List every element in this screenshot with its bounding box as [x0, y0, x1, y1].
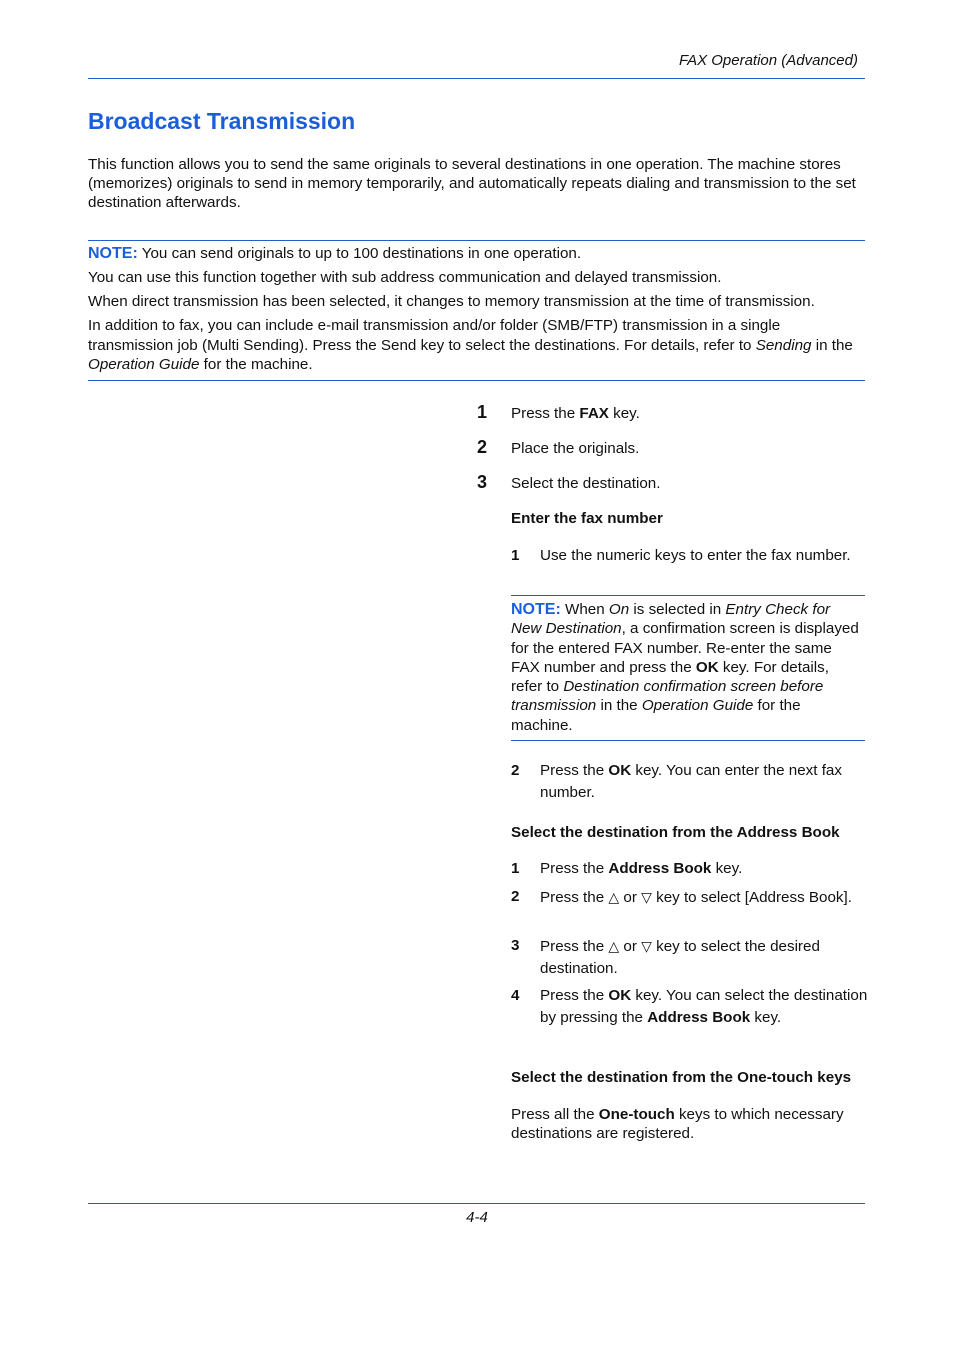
one-touch-paragraph: Press all the One-touch keys to which necessary destinations are registered. — [511, 1106, 844, 1142]
one-touch-heading: Select the destination from the One-touch keys — [511, 1069, 852, 1086]
fax-number-item-1: 1 Use the numeric keys to enter the fax number. — [511, 547, 851, 564]
note-text: You can send originals to up to 100 destinations in one operation. — [141, 245, 582, 262]
up-triangle-icon: △ — [608, 889, 620, 905]
operation-guide-ref: Operation Guide — [88, 356, 200, 373]
address-book-item-1: 1 Press the Address Book key. — [511, 860, 743, 877]
step-text: Place the originals. — [511, 440, 640, 457]
down-triangle-icon: ▽ — [641, 889, 652, 905]
note-top-rule — [88, 240, 865, 241]
page-number: 4-4 — [466, 1209, 488, 1226]
step-number: 1 — [477, 402, 488, 422]
up-triangle-icon: △ — [608, 938, 620, 954]
note-line-4: In addition to fax, you can include e-mail transmission and/or folder (SMB/FTP) transmission in a single transmission job (Multi Sending). Press the Send key to select the destinations. For details, refer to Sending in the Operation Guide for the machine. — [88, 317, 853, 373]
note-line-2: You can use this function together with sub address communication and delayed transmission. — [88, 269, 722, 286]
fax-number-heading: Enter the fax number — [511, 510, 663, 527]
address-book-item-2: 2 Press the △ or ▽ key to select [Address Book]. — [511, 888, 852, 906]
inner-note-top-rule — [511, 595, 865, 596]
fax-number-item-2: 2 Press the OK key. You can enter the next fax number. — [511, 762, 842, 801]
page-title: Broadcast Transmission — [88, 108, 356, 134]
step-text: Select the destination. — [511, 475, 661, 492]
step-text: Press the FAX key. — [511, 405, 640, 422]
step-number: 3 — [477, 472, 488, 492]
inner-note-bottom-rule — [511, 740, 865, 741]
running-header: FAX Operation (Advanced) — [679, 52, 858, 69]
intro-paragraph: This function allows you to send the same originals to several destinations in one operation. The machine stores (memorizes) originals to send in memory temporarily, and automatically repeats dialing and transmission to the set destination afterwards. — [88, 156, 856, 211]
fax-key-label: FAX — [579, 405, 609, 422]
note-label: NOTE: — [88, 245, 138, 262]
note-line-1 — [88, 244, 868, 264]
step-number: 2 — [477, 437, 488, 457]
note-bottom-rule — [88, 380, 865, 381]
footer-rule — [88, 1203, 865, 1204]
address-book-item-3: 3 Press the △ or ▽ key to select the desired destination. — [511, 937, 820, 977]
note-block — [88, 244, 868, 379]
inner-note: NOTE: When On is selected in Entry Check for New Destination, a confirmation screen is displayed for the entered FAX number. Re-enter the same FAX number and press the OK key. For details, refer to Destination confirmation screen before transmission in the Operation Guide for the machine. — [511, 601, 859, 734]
address-book-item-4: 4 Press the OK key. You can select the destination by pressing the Address Book key. — [511, 987, 868, 1026]
sending-ref: Sending — [755, 336, 812, 354]
header-rule — [88, 78, 865, 79]
address-book-heading: Select the destination from the Address Book — [511, 824, 840, 841]
down-triangle-icon: ▽ — [641, 938, 652, 954]
note-line-3: When direct transmission has been selected, it changes to memory transmission at the time of transmission. — [88, 293, 815, 310]
note-label: NOTE: — [511, 601, 561, 618]
